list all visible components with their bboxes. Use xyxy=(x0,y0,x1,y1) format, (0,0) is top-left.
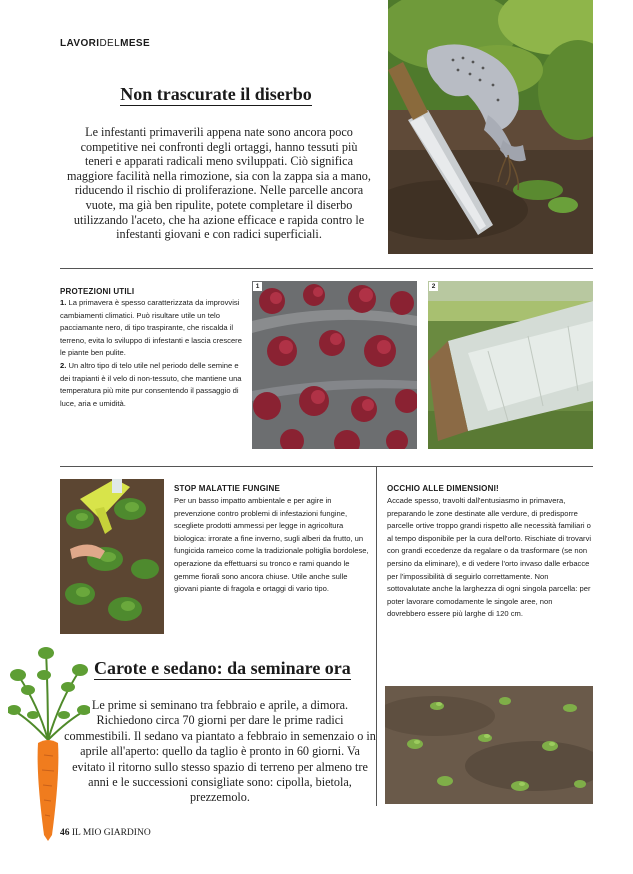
malattie-title: STOP MALATTIE FUNGINE xyxy=(174,484,280,493)
malattie-text: Per un basso impatto ambientale e per agire in prevenzione contro problemi di infestazioni fungine, scegliete prodotti ammessi per legge in agricoltura biologica: irrorate a fine inverno, sugli alberi da frutto, un fungicida rameico come la tradizionale poltiglia bordolese, operazione da effettuarsi su tronco e rami quando le gemme fiorali sono ancora chiuse. Utile anche sulle giovani piante di fragola e ortaggi di vario tipo. xyxy=(174,496,369,594)
divider-vertical xyxy=(376,466,377,806)
section-header xyxy=(60,38,150,49)
carote-title: Carote e sedano: da seminare ora xyxy=(94,658,351,678)
dimensioni-text: Accade spesso, travolti dall'entusiasmo in primavera, preparando le zone destinate alle verdure, di predisporre parcelle ortive troppo grandi rispetto alle necessità familiari o al tempo disponibile per la cura dell'orto. Rischiate di trovarvi con grandi eccedenze da regalare o da trasformare (se non persino da eliminare), e di vedere l'orto invaso dalle erbacce per l'impossibilità di seguirlo correttamente. Non sottovalutate anche la larghezza di ogni singola parcella: per poter lavorare comodamente le singole aree, non dovrebbero essere più larghe di 120 cm. xyxy=(387,496,592,619)
section-header-bold-2: MESE xyxy=(120,38,151,49)
divider-2 xyxy=(60,466,593,467)
protezioni-p1: La primavera è spesso caratterizzata da improvvisi cambiamenti climatici. Può risultare utile un telo pacciamante nero, di tipo traspirante, che riscalda il terreno, evita lo sviluppo di infestanti e lascia crescere le piante ben pulite. xyxy=(60,298,242,358)
protezioni-p2: Un altro tipo di telo utile nel periodo delle semine e dei trapianti è il velo di non-tessuto, che mantiene una temperatura più mite pur consentendo il passaggio di luce, aria e umidità. xyxy=(60,360,242,408)
section-header-bold: LAVORI xyxy=(60,38,100,49)
section-header-light: DEL xyxy=(99,38,121,49)
photo-seedlings xyxy=(385,686,593,804)
photo-weeding-hand xyxy=(388,0,593,254)
photo1-label: 1 xyxy=(253,282,262,291)
magazine-name: IL MIO GIARDINO xyxy=(71,828,151,838)
photo2-label: 2 xyxy=(429,282,438,291)
protezioni-p2-num: 2. xyxy=(60,360,67,370)
photo-sprayer xyxy=(60,479,164,634)
carote-lead: Le prime si seminano tra febbraio e aprile, a dimora. Richiedono circa 70 giorni per dare le prime radici commestibili. Il sedano va piantato a febbraio in semenzaio o in aprile all'aperto: quello da taglio è pronto in 60 giorni. Va evitato il ritorno sullo stesso spazio di terreno per almeno tre anni e le successioni consigliate sono: cipolla, bietola, prezzemolo. xyxy=(64,698,376,805)
protezioni-text xyxy=(60,297,242,410)
dimensioni-title: OCCHIO ALLE DIMENSIONI! xyxy=(387,484,499,493)
protezioni-p1-num: 1. xyxy=(60,298,67,307)
photo-fleece-tunnel xyxy=(428,281,593,449)
diserbo-lead: Le infestanti primaverili appena nate sono ancora poco competitive nei confronti degli ortaggi, hanno tessuti più teneri e apparati radicali meno sviluppati. Ciò significa maggiore facilità nella rimozione, sia con la zappa sia a mano, riducendo il rischio di proliferazione. Nelle parcelle ancora vuote, ma già ben ripulite, potete completare il diserbo utilizzando l'aceto, che ha azione efficace e rapida contro le infestanti giovani e con radici superficiali. xyxy=(67,125,371,242)
page-folio xyxy=(60,828,151,838)
page-number: 46 xyxy=(60,828,70,838)
protezioni-title: PROTEZIONI UTILI xyxy=(60,287,135,296)
photo-mulch-lettuce xyxy=(252,281,417,449)
diserbo-title: Non trascurate il diserbo xyxy=(120,84,312,104)
divider-1 xyxy=(60,268,593,269)
